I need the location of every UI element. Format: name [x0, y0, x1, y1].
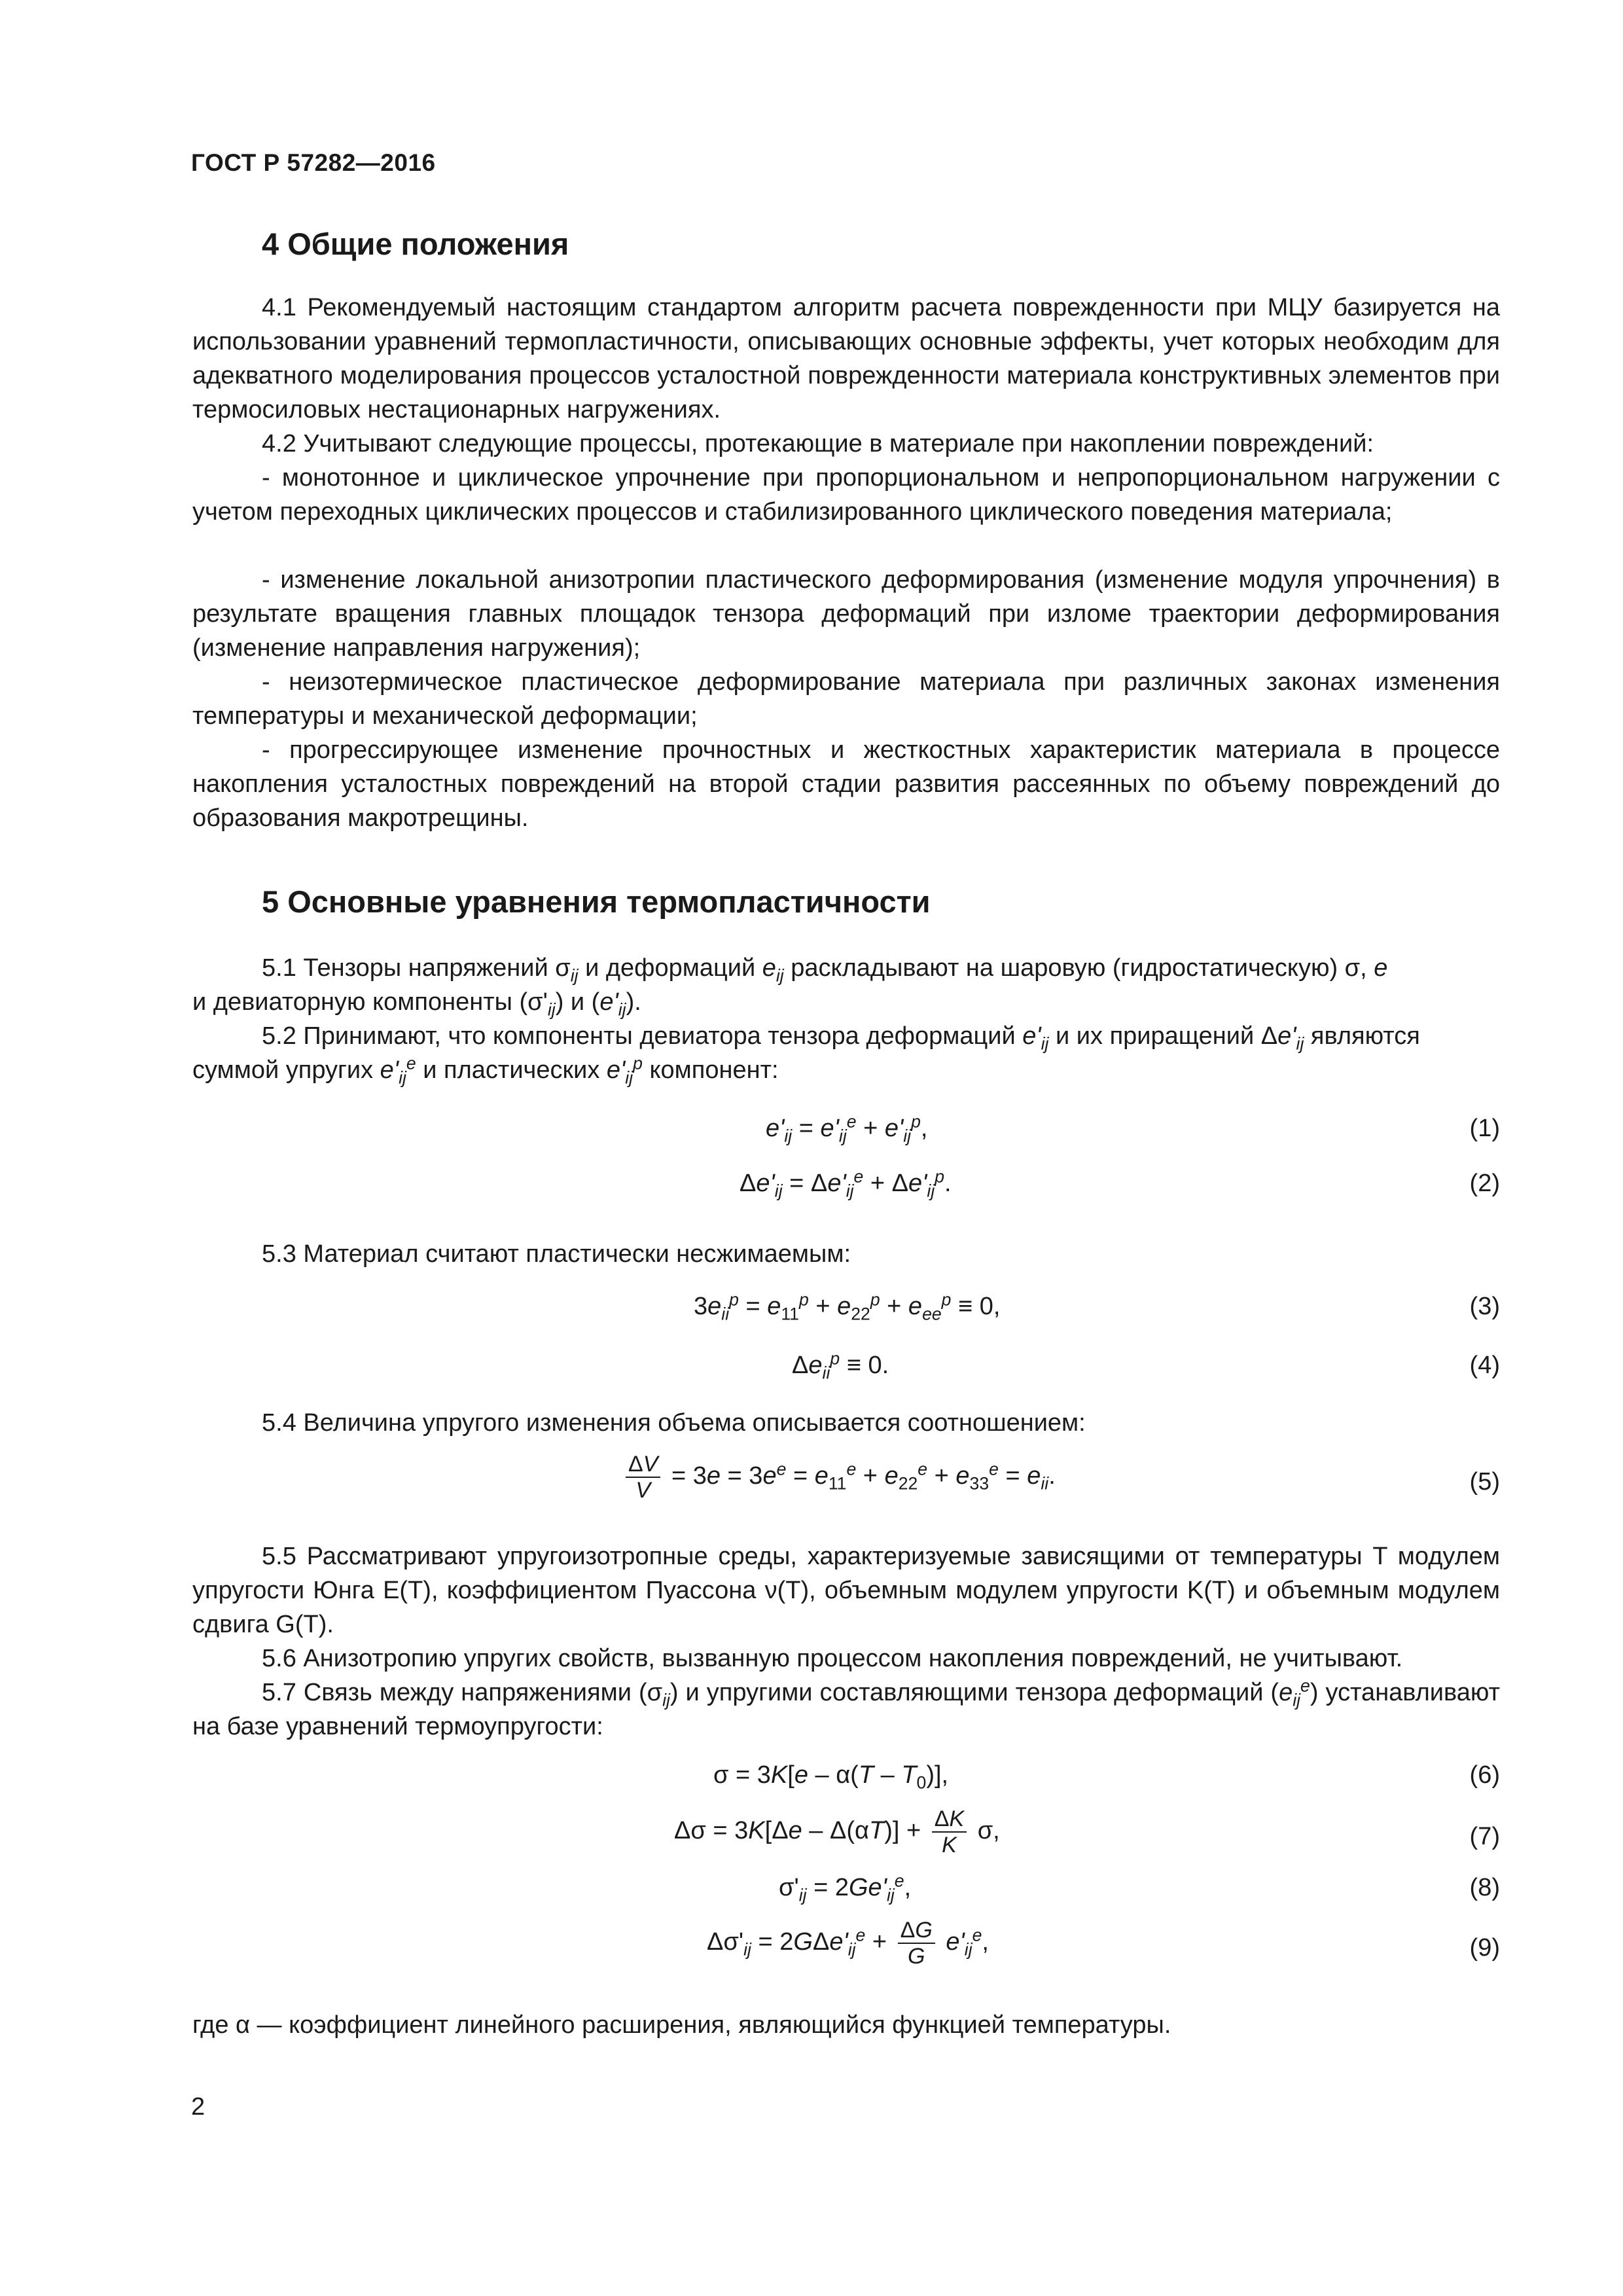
equation-number: (4)	[1469, 1352, 1500, 1379]
list-item: - монотонное и циклическое упрочнение при пропорциональном и непропорциональном нагружении с учетом переходных циклических процессов и стабилизированного циклического поведения материала;	[192, 464, 1500, 526]
paragraph-5-4: 5.4 Величина упругого изменения объема описывается соотношением:	[262, 1409, 1086, 1437]
page-number: 2	[191, 2093, 205, 2121]
equation-8: $\sigma'_{ij} = 2Ge'_{ij}^e$,	[779, 1871, 912, 1905]
equation-3: $3e_{ii}^p = e_{11}^p + e_{22}^p + e_{ee}^p \equiv 0$,	[694, 1289, 1001, 1324]
paragraph-5-7: 5.7 Связь между напряжениями $(\sigma_{ij})$ и упругими составляющими тензора деформаций $(e_{ij}^e)$ устанавливают на базе уравнений термоупругости:	[192, 1676, 1500, 1740]
paragraph-5-2: 5.2 Принимают, что компоненты девиатора тензора деформаций $e'_{ij}$ и их приращений $\Delta e'_{ij}$ являются суммой упругих $e'_{ij}^e$ и пластических $e'_{ij}^p$ компонент:	[192, 1022, 1420, 1088]
equation-number: (3)	[1469, 1293, 1500, 1320]
where-clause: где α — коэффициент линейного расширения, являющийся функцией температуры.	[192, 2011, 1171, 2039]
paragraph-4-1: 4.1 Рекомендуемый настоящим стандартом алгоритм расчета поврежденности при МЦУ базируется на использовании уравнений термопластичности, описывающих основные эффекты, учет которых необходим для адекватного моделирования процессов усталостной поврежденности материала конструктивных элементов при термосиловых нестационарных нагружениях.	[192, 294, 1500, 423]
section-5-title: 5 Основные уравнения термопластичности	[262, 884, 931, 919]
equation-number: (7)	[1469, 1823, 1500, 1850]
equation-number: (5)	[1469, 1468, 1500, 1496]
equation-number: (6)	[1469, 1761, 1500, 1789]
paragraph-4-2: 4.2 Учитывают следующие процессы, протекающие в материале при накоплении повреждений:	[262, 430, 1374, 457]
paragraph-5-5: 5.5 Рассматривают упругоизотропные среды, характеризуемые зависящими от температуры T модулем упругости Юнга E(T), коэффициентом Пуассона ν(T), объемным модулем упругости K(T) и объемным модулем сдвига G(T).	[192, 1543, 1500, 1638]
list-item: - неизотермическое пластическое деформирование материала при различных законах изменения температуры и механической деформации;	[192, 668, 1500, 730]
equation-2: $\Delta e'_{ij} = \Delta e'_{ij}^e + \Delta e'_{ij}^p$.	[740, 1166, 952, 1201]
equation-number: (2)	[1469, 1170, 1500, 1197]
section-4-title: 4 Общие положения	[262, 226, 569, 261]
equation-number: (8)	[1469, 1874, 1500, 1901]
list-item: - прогрессирующее изменение прочностных и жесткостных характеристик материала в процессе накопления усталостных повреждений на второй стадии развития рассеянных по объему повреждений до образования макротрещины.	[192, 736, 1500, 832]
equation-number: (9)	[1469, 1934, 1500, 1962]
paragraph-5-1: 5.1 Тензоры напряжений $\sigma_{ij}$ и деформаций $e_{ij}$ раскладывают на шаровую (гидростатическую) σ, e и девиаторную компоненты $(\sigma'_{ij})$ и $(e'_{ij})$.	[192, 954, 1388, 1020]
equation-9: $\Delta\sigma'_{ij} = 2G\Delta e'_{ij}^e$ + $\frac{\Delta G}{G}$ $e'_{ij}^e$,	[707, 1918, 989, 1969]
equation-6: $\sigma = 3K[e - \alpha(T - T_0)]$,	[713, 1761, 949, 1793]
list-item: - изменение локальной анизотропии пластического деформирования (изменение модуля упрочнения) в результате вращения главных площадок тензора деформаций при изломе траектории деформирования (изменение направления нагружения);	[192, 566, 1500, 662]
document-id: ГОСТ Р 57282—2016	[191, 149, 436, 176]
equation-number: (1)	[1469, 1115, 1500, 1142]
equation-7: Δσ = 3K[Δe – Δ(αT)] + $\frac{\Delta K}{K}$ σ,	[674, 1806, 1000, 1857]
paragraph-5-6: 5.6 Анизотропию упругих свойств, вызванную процессом накопления повреждений, не учитывают.	[262, 1645, 1403, 1672]
equation-1: $e'_{ij} = e'_{ij}^e + e'_{ij}^p$,	[766, 1111, 928, 1146]
paragraph-5-3: 5.3 Материал считают пластически несжимаемым:	[262, 1240, 851, 1268]
equation-5: $\frac{\Delta V}{V}$ = $3e = 3e^e = e_{11}^e + e_{22}^e + e_{33}^e = e_{ii}$.	[622, 1452, 1056, 1503]
equation-4: $\Delta e_{ii}^p \equiv 0$.	[792, 1348, 889, 1383]
